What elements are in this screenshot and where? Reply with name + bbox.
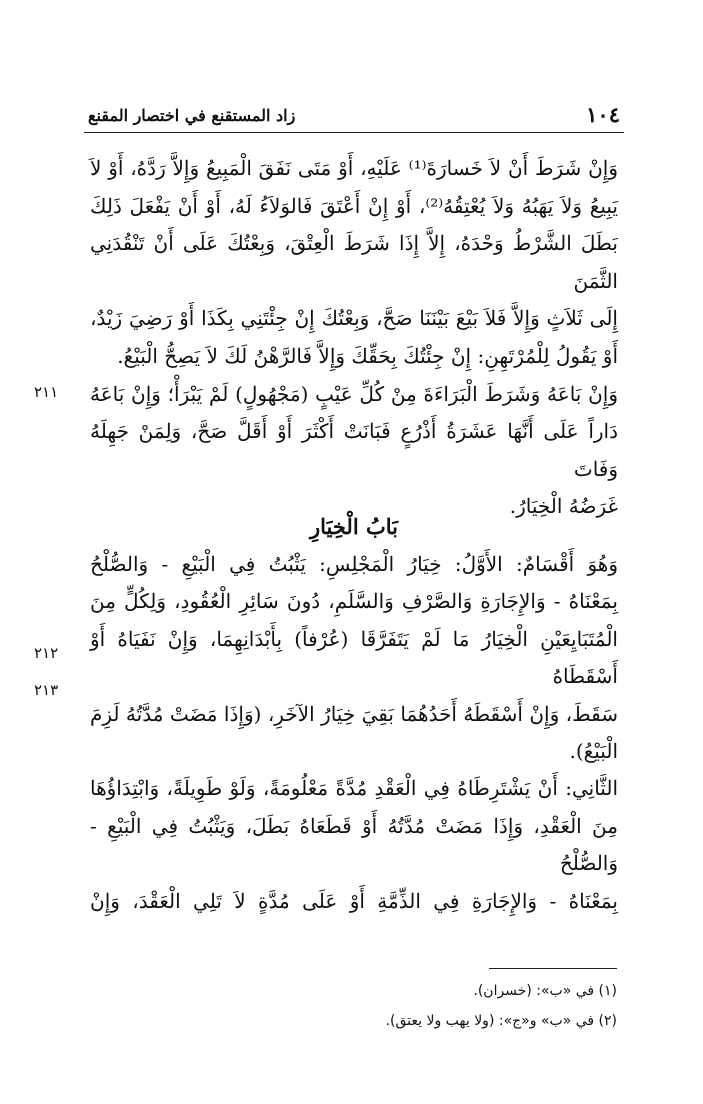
text-line: غَرَضُهُ الْخِيَارُ.: [509, 494, 618, 519]
margin-verse-number: ٢١٣: [34, 681, 59, 699]
text-line: الْمُتَبَايِعَيْنِ الْخِيَارُ مَا لَمْ يَتَفَرَّقَا (عُرْفاً) بِأَبْدَانِهِمَا، وَإِنْ نَفَيَاهُ أَوْ أَسْقَطَاهُ: [90, 626, 618, 689]
main-text-block-2: [90, 546, 618, 920]
text-line: الْبَيْعُ).: [569, 739, 618, 764]
margin-verse-number: ٢١٢: [34, 644, 59, 662]
text-line: وَإِنْ بَاعَهُ وَشَرَطَ الْبَرَاءَةَ مِنْ كُلِّ عَيْبٍ (مَجْهُولٍ) لَمْ يَبْرَأْ؛ وَإِنْ بَاعَهُ: [90, 381, 618, 406]
text-line: مِنَ الْعَقْدِ، وَإِذَا مَضَتْ مُدَّتُهُ أَوْ قَطَعَاهُ بَطَلَ، وَيَثْبُتُ فِي الْبَيْعِ - وَالصُّلْحُ: [90, 813, 618, 876]
text-line: يَبِيعُ وَلاَ يَهَبُهُ وَلاَ يُعْتِقُهُ⁽²⁾، أَوْ إِنْ أَعْتَقَ فَالوَلاَءُ لَهُ، أَوْ أَنْ يَفْعَلَ ذَلِكَ: [90, 193, 618, 218]
margin-verse-number: ٢١١: [34, 383, 59, 401]
text-line: الثَّانِي: أَنْ يَشْتَرِطَاهُ فِي الْعَقْدِ مُدَّةً مَعْلُومَةً، وَلَوْ طَوِيلَةً، وَابْتِدَاؤُهَا: [90, 776, 618, 801]
footnote: (٢) في «ب» و«ج»: (ولا يهب ولا يعتق).: [385, 1013, 617, 1029]
footnote-separator: [489, 968, 617, 969]
text-line: بِمَعْنَاهُ - وَالإِجَارَةِ فِي الذِّمَّةِ أَوْ عَلَى مُدَّةٍ لاَ تَلِي الْعَقْدَ، وَإِنْ: [90, 888, 618, 913]
text-line: وَإِنْ شَرَطَ أَنْ لاَ خَسارَةَ⁽¹⁾ عَلَيْهِ، أَوْ مَتَى نَفَقَ الْمَبِيعُ وَإِلاَّ رَدَّهُ، أَوْ لاَ: [90, 156, 619, 180]
main-text-block-1: [90, 150, 618, 526]
text-line: بِمَعْنَاهُ - وَالإِجَارَةِ وَالصَّرْفِ وَالسَّلَمِ، دُونَ سَائِرِ الْعُقُودِ، وَلِكُلٍّ مِنَ: [90, 589, 618, 614]
text-line: إِلَى ثَلاَثٍ وَإِلاَّ فَلاَ بَيْعَ بَيْنَنَا صَحَّ، وَبِعْتُكَ إِنْ جِئْتَنِي بِكَذَا أَوْ رَضِيَ زَيْدٌ،: [90, 306, 618, 331]
text-line: أَوْ يَقُولُ لِلْمُرْتَهِنِ: إِنْ جِئْتُكَ بِحَقِّكَ وَإِلاَّ فَالرَّهْنُ لَكَ لاَ يَصِحُّ الْبَيْعُ.: [117, 343, 618, 368]
text-line: سَقَطَ، وَإِنْ أَسْقَطَهُ أَحَدُهُمَا بَقِيَ خِيَارُ الآخَرِ، (وَإِذَا مَضَتْ مُدَّتُهُ لَزِمَ: [90, 701, 618, 726]
running-title: زاد المستقنع في اختصار المقنع: [88, 106, 296, 125]
footnote: (١) في «ب»: (خسران).: [473, 983, 617, 999]
footnotes: [97, 976, 617, 1036]
page-header: [84, 100, 624, 133]
text-line: دَاراً عَلَى أَنَّهَا عَشَرَةُ أَذْرُعٍ فَبَانَتْ أَكْثَرَ أَوْ أَقَلَّ صَحَّ، وَلِمَنْ جَهِلَهُ وَفَاتَ: [90, 419, 618, 481]
chapter-heading: بَابُ الْخِيَارِ: [310, 514, 398, 539]
text-line: وَهُوَ أَقْسَامٌ: الأَوَّلُ: خِيَارُ الْمَجْلِسِ: يَثْبُتُ فِي الْبَيْعِ - وَالصُّلْحُ: [90, 552, 618, 576]
text-line: بَطَلَ الشَّرْطُ وَحْدَهُ، إِلاَّ إِذَا شَرَطَ الْعِتْقَ، وَبِعْتُكَ عَلَى أَنْ تَنْقُدَنِي الثَّمَنَ: [90, 231, 618, 293]
page-number: ١٠٤: [586, 102, 620, 127]
